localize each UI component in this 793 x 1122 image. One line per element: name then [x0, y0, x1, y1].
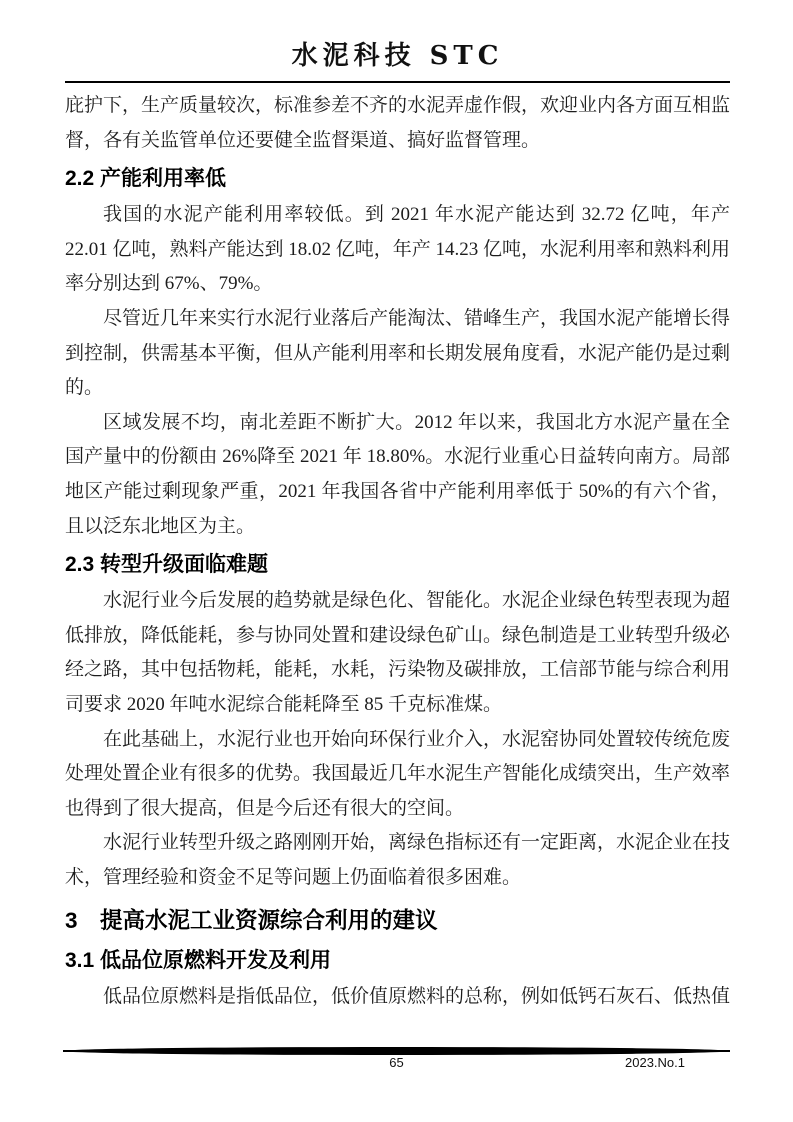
- journal-title: 水泥科技 STC: [291, 41, 504, 71]
- paragraph: 尽管近几年来实行水泥行业落后产能淘汰、错峰生产，我国水泥产能增长得到控制，供需基本平衡，但从产能利用率和长期发展角度看，水泥产能仍是过剩的。: [65, 307, 731, 399]
- footer-row: [63, 1055, 730, 1073]
- page-number: 65: [389, 1055, 404, 1070]
- section-heading-3-1: 3.1 低品位原燃料开发及利用: [65, 949, 332, 973]
- paragraph-continued: 庇护下，生产质量较次，标准参差不齐的水泥弄虚作假，欢迎业内各方面互相监督，各有关监管单位还要健全监督渠道、搞好监督管理。: [65, 95, 731, 151]
- paragraph: 在此基础上，水泥行业也开始向环保行业介入，水泥窑协同处置较传统危废处理处置企业有很多的优势。我国最近几年水泥生产智能化成绩突出，生产效率也得到了很大提高，但是今后还有很大的空间。: [65, 728, 731, 819]
- paragraph: 水泥行业转型升级之路刚刚开始，离绿色指标还有一定距离，水泥企业在技术，管理经验和资金不足等问题上仍面临着很多困难。: [65, 832, 731, 888]
- page-footer: [63, 1046, 730, 1073]
- paragraph: 我国的水泥产能利用率较低。到 2021 年水泥产能达到 32.72 亿吨，年产 22.01 亿吨，熟料产能达到 18.02 亿吨，年产 14.23 亿吨，水泥利用率和熟料利用率分别达到 67%、79%。: [65, 204, 731, 295]
- section-heading-2-3: 2.3 转型升级面临难题: [65, 553, 269, 577]
- paragraph: 区域发展不均，南北差距不断扩大。2012 年以来，我国北方水泥产量在全国产量中的份额由 26%降至 2021 年 18.80%。水泥行业重心日益转向南方。局部地区产能过剩现象严重，2021 年我国各省中产能利用率低于 50%的有六个省，且以泛东北地区为主。: [65, 411, 730, 537]
- paragraph: 低品位原燃料是指低品位，低价值原燃料的总称，例如低钙石灰石、低热值: [103, 986, 731, 1008]
- section-heading-2-2: 2.2 产能利用率低: [65, 167, 227, 191]
- issue-number: 2023.No.1: [625, 1055, 685, 1070]
- page-content: [65, 38, 730, 1015]
- section-heading-3: 3 提高水泥工业资源综合利用的建议: [65, 908, 438, 934]
- journal-header: [65, 38, 730, 83]
- paragraph: 水泥行业今后发展的趋势就是绿色化、智能化。水泥企业绿色转型表现为超低排放，降低能耗，参与协同处置和建设绿色矿山。绿色制造是工业转型升级必经之路，其中包括物耗，能耗，水耗，污染物及碳排放，工信部节能与综合利用司要求 2020 年吨水泥综合能耗降至 85 千克标准煤。: [65, 590, 731, 715]
- article-body: [65, 89, 730, 1015]
